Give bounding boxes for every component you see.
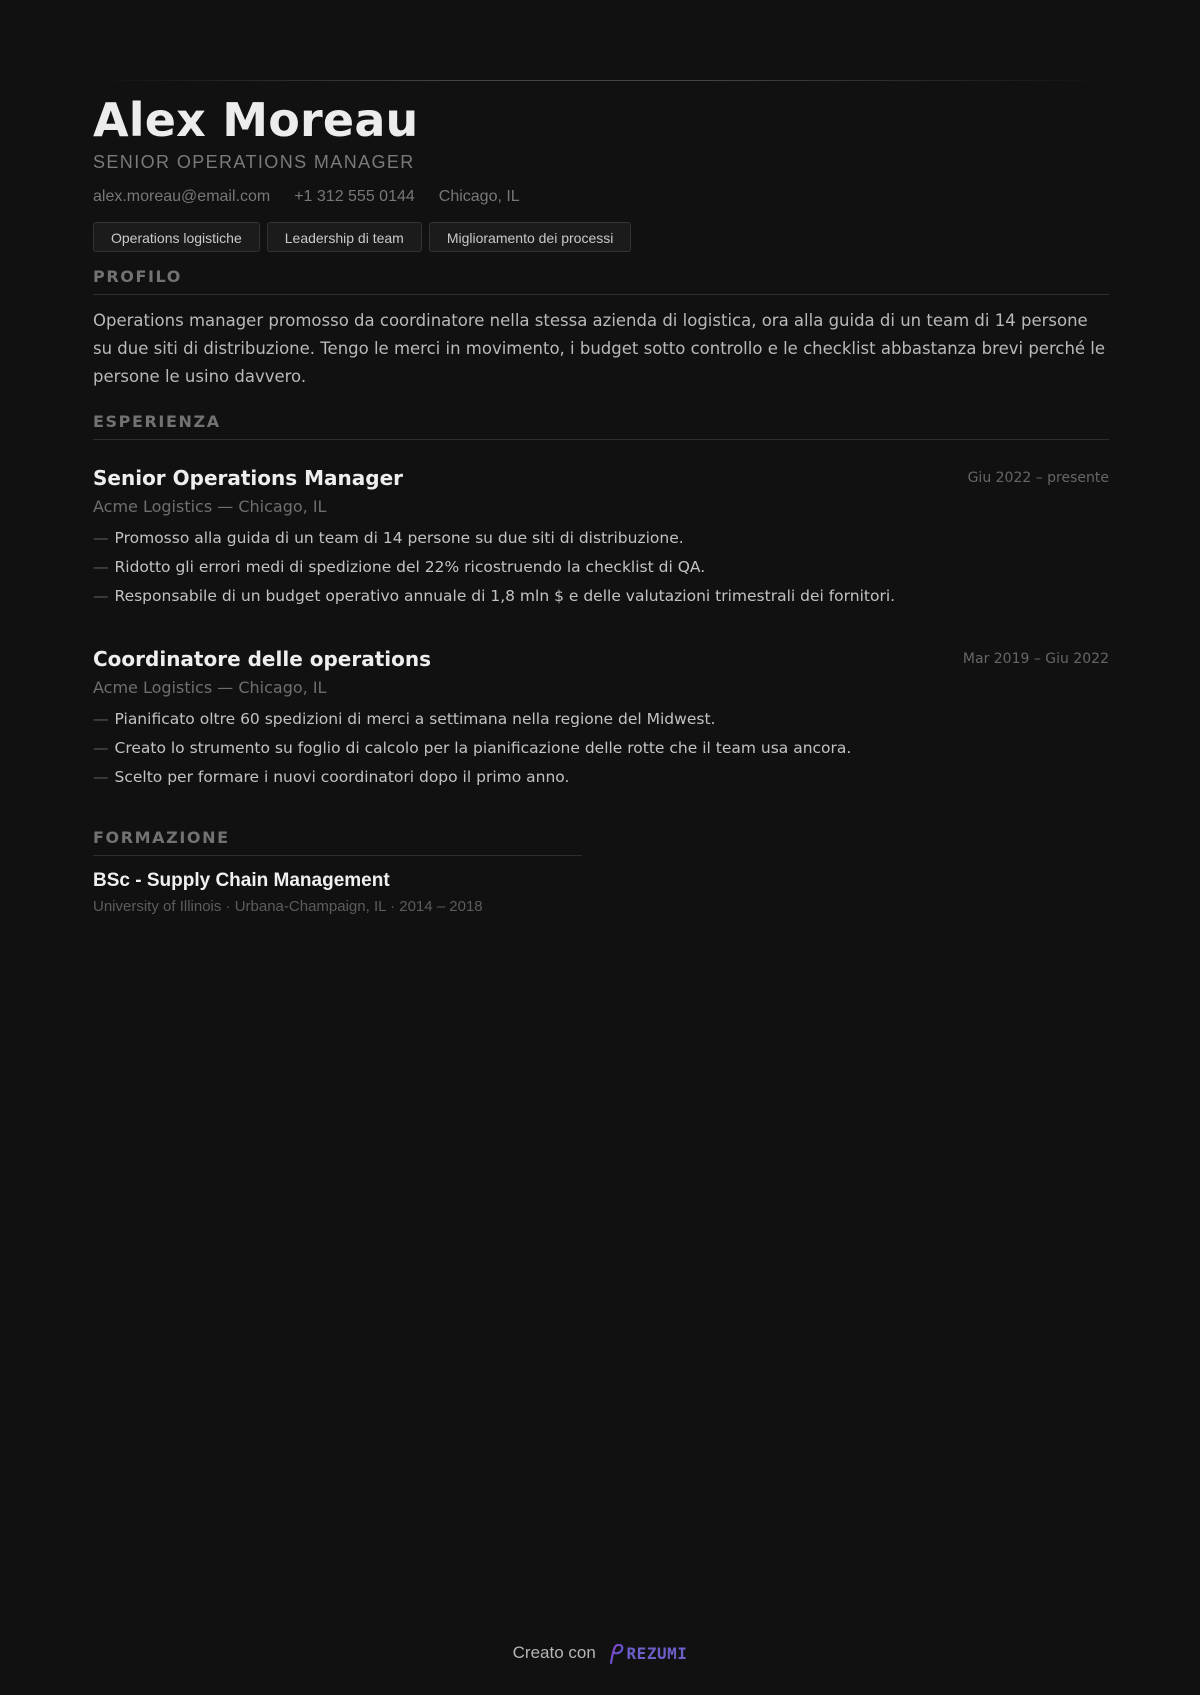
job-bullets (93, 524, 895, 611)
job-company: Acme Logistics — Chicago, IL (93, 678, 327, 697)
job-title: Coordinatore delle operations (93, 647, 432, 671)
top-divider (93, 80, 1109, 81)
list-item: — Promosso alla guida di un team di 14 persone su due siti di distribuzione. (93, 529, 684, 547)
contact-phone[interactable]: +1 312 555 0144 (294, 188, 415, 205)
skill-tag: Operations logistiche (93, 222, 260, 252)
brand-name: REZUMI (626, 1644, 688, 1664)
section-title-profile: PROFILO (93, 267, 182, 286)
brand-link[interactable] (607, 1644, 688, 1664)
section-title-education: FORMAZIONE (93, 828, 230, 847)
education-details: University of Illinois · Urbana-Champaign, IL · 2014 – 2018 (93, 898, 483, 915)
skill-tag: Leadership di team (267, 222, 422, 252)
section-divider (93, 294, 1109, 295)
section-divider (93, 439, 1109, 440)
candidate-role: SENIOR OPERATIONS MANAGER (93, 152, 415, 172)
job-company: Acme Logistics — Chicago, IL (93, 497, 327, 516)
contact-location: Chicago, IL (438, 188, 520, 205)
footer-label: Creato con (512, 1643, 596, 1662)
footer (0, 1643, 1200, 1664)
candidate-name: Alex Moreau (93, 93, 419, 147)
job-dates: Mar 2019 – Giu 2022 (962, 651, 1109, 667)
list-item: — Responsabile di un budget operativo annuale di 1,8 mln $ e delle valutazioni trimestrali dei fornitori. (93, 587, 896, 605)
profile-summary: Operations manager promosso da coordinatore nella stessa azienda di logistica, ora alla guida di un team di 14 persone su due siti di distribuzione. Tengo le merci in movimento, i budget sotto controllo e le checklist abbastanza brevi perché le persone le usino davvero. (93, 311, 1106, 386)
list-item: — Pianificato oltre 60 spedizioni di merci a settimana nella regione del Midwest. (93, 710, 716, 728)
education-degree: BSc - Supply Chain Management (93, 870, 390, 891)
job-title: Senior Operations Manager (93, 466, 404, 490)
section-title-experience: ESPERIENZA (93, 412, 221, 431)
list-item: — Scelto per formare i nuovi coordinatori dopo il primo anno. (93, 768, 570, 786)
skill-tag: Miglioramento dei processi (429, 222, 632, 252)
contact-info (93, 188, 520, 206)
section-divider (93, 855, 582, 856)
rezumi-logo-icon (607, 1644, 625, 1664)
contact-email[interactable]: alex.moreau@email.com (93, 188, 271, 205)
skill-tags (93, 222, 631, 252)
list-item: — Creato lo strumento su foglio di calcolo per la pianificazione delle rotte che il team usa ancora. (93, 739, 852, 757)
list-item: — Ridotto gli errori medi di spedizione del 22% ricostruendo la checklist di QA. (93, 558, 706, 576)
job-dates: Giu 2022 – presente (967, 470, 1109, 486)
job-bullets (93, 705, 851, 792)
